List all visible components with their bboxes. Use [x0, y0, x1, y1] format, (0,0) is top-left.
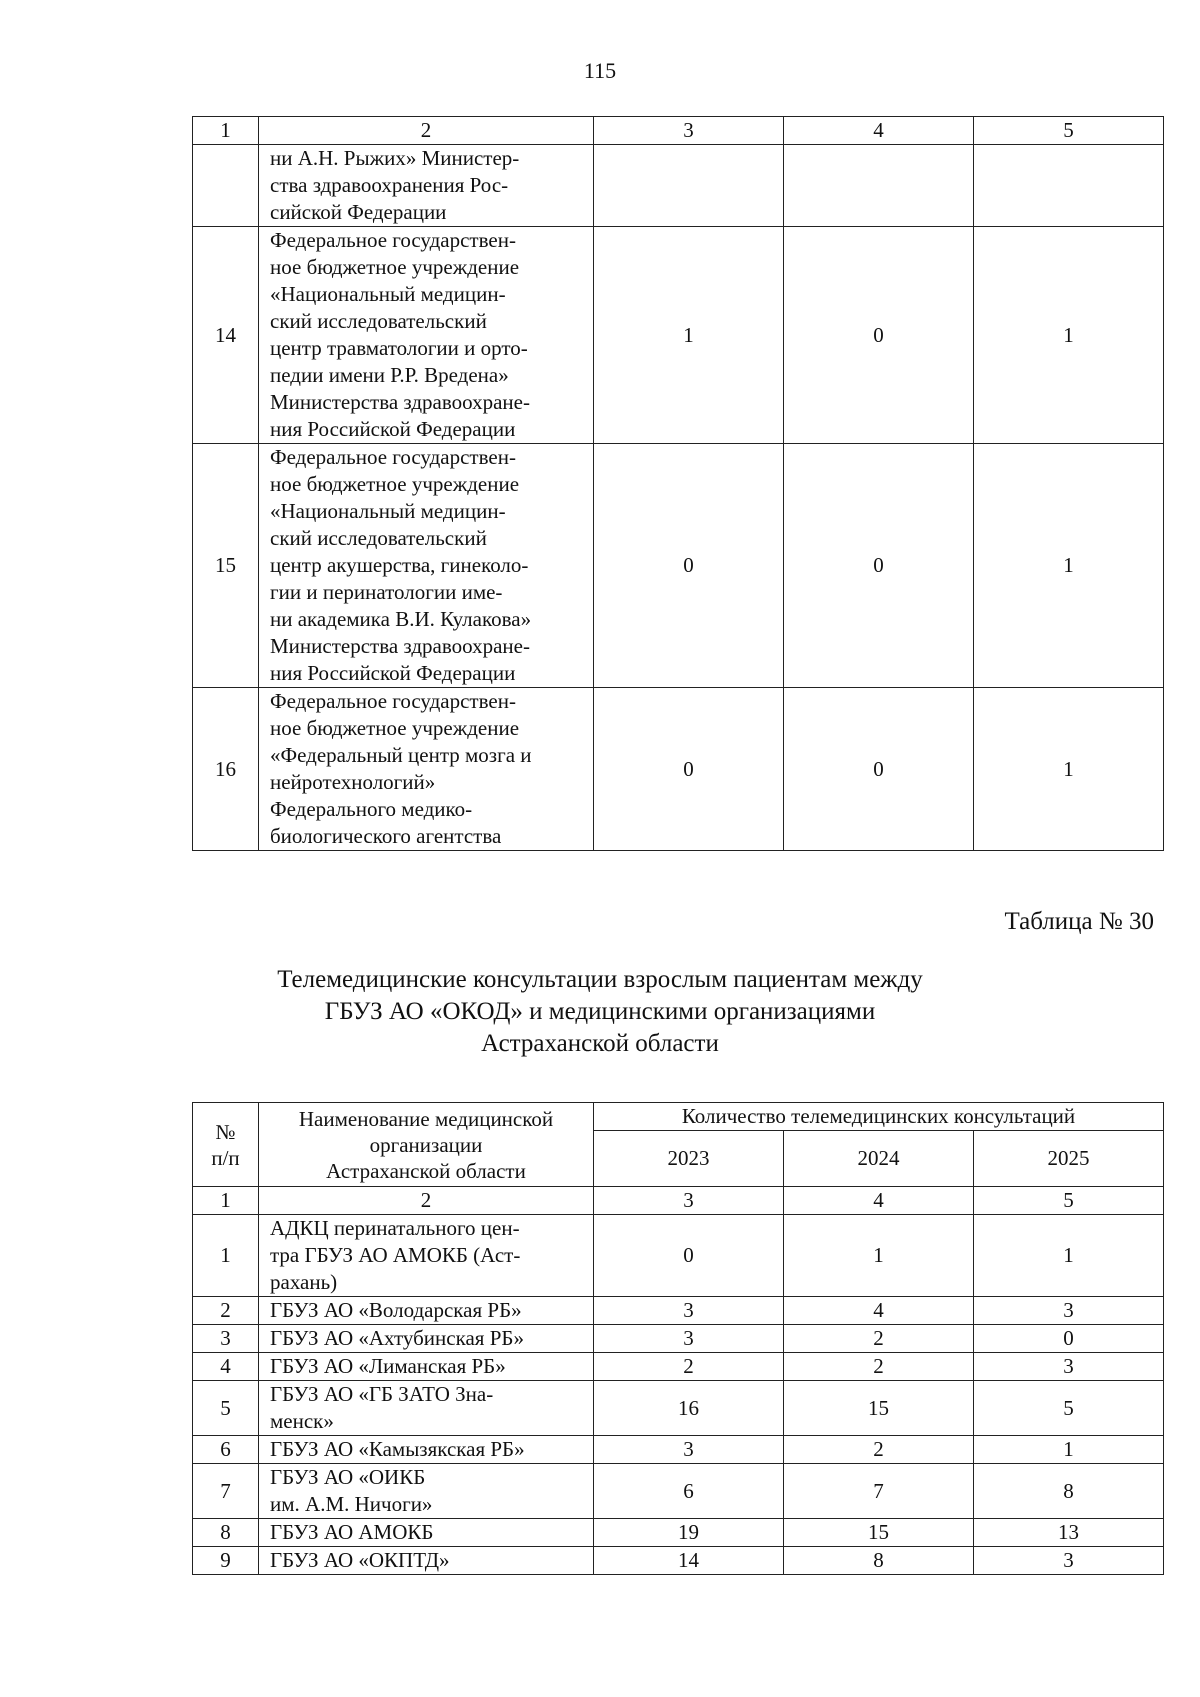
org-name-cell: [259, 1464, 594, 1519]
row-number-cell: 2: [193, 1297, 259, 1325]
header-org-line: организации: [369, 1132, 483, 1157]
org-name-line: Министерства здравоохране-: [270, 390, 530, 414]
row-number-cell: 15: [193, 444, 259, 688]
column-number-cell: 2: [259, 1187, 594, 1215]
org-name-line: менск»: [270, 1409, 334, 1433]
consultation-count-cell: 1: [974, 227, 1164, 444]
row-number-cell: 16: [193, 688, 259, 851]
row-number-cell: 5: [193, 1381, 259, 1436]
consultation-count-cell: 2: [784, 1353, 974, 1381]
org-name-line: ГБУЗ АО «Камызякская РБ»: [270, 1437, 525, 1461]
org-name-cell: [259, 145, 594, 227]
row-number-cell: 4: [193, 1353, 259, 1381]
consultation-count-cell: 1: [974, 1436, 1164, 1464]
org-name-line: Министерства здравоохране-: [270, 634, 530, 658]
consultation-count-cell: 19: [594, 1519, 784, 1547]
header-org-line: Наименование медицинской: [298, 1106, 554, 1131]
row-number-cell: 6: [193, 1436, 259, 1464]
org-name-line: Федеральное государствен-: [270, 445, 516, 469]
table-row: [193, 1353, 1164, 1381]
header-year: 2025: [974, 1131, 1164, 1187]
consultation-count-cell: 0: [974, 1325, 1164, 1353]
org-name-line: сийской Федерации: [270, 200, 447, 224]
org-name-line: ное бюджетное учреждение: [270, 472, 520, 496]
table-row: [193, 1215, 1164, 1297]
consultation-count-cell: [594, 145, 784, 227]
org-name-line: ное бюджетное учреждение: [270, 716, 520, 740]
org-name-cell: [259, 1381, 594, 1436]
org-name-cell: [259, 1353, 594, 1381]
column-number-cell: 4: [784, 1187, 974, 1215]
org-name-line: ни академика В.И. Кулакова»: [270, 607, 532, 631]
table-row: [193, 1464, 1164, 1519]
telemedicine-table: [192, 1102, 1164, 1575]
org-name-line: Федеральное государствен-: [270, 228, 516, 252]
consultation-count-cell: 2: [784, 1436, 974, 1464]
column-number-cell: 3: [594, 1187, 784, 1215]
org-name-line: ния Российской Федерации: [270, 661, 516, 685]
org-name-cell: [259, 1519, 594, 1547]
table-title-line: Астраханской области: [481, 1030, 719, 1057]
org-name-cell: [259, 227, 594, 444]
org-name-line: центр травматологии и орто-: [270, 336, 528, 360]
org-name-cell: [259, 444, 594, 688]
table-row: [193, 1547, 1164, 1575]
column-number-cell: 5: [974, 1187, 1164, 1215]
column-number-cell: 5: [974, 117, 1164, 145]
consultation-count-cell: 15: [784, 1519, 974, 1547]
consultation-count-cell: 8: [784, 1547, 974, 1575]
org-name-line: педии имени Р.Р. Вредена»: [270, 363, 509, 387]
org-name-line: «Национальный медицин-: [270, 499, 506, 523]
table-row: [193, 145, 1164, 227]
org-name-line: центр акушерства, гинеколо-: [270, 553, 529, 577]
org-name-cell: [259, 1297, 594, 1325]
header-num-line: п/п: [211, 1145, 240, 1170]
org-name-line: Федеральное государствен-: [270, 689, 516, 713]
table-row: [193, 1381, 1164, 1436]
consultation-count-cell: 2: [784, 1325, 974, 1353]
consultation-count-cell: 0: [594, 444, 784, 688]
row-number-cell: 1: [193, 1215, 259, 1297]
org-name-line: ГБУЗ АО «ОИКБ: [270, 1465, 426, 1489]
org-name-line: ния Российской Федерации: [270, 417, 516, 441]
table-row: [193, 227, 1164, 444]
consultation-count-cell: 0: [594, 1215, 784, 1297]
org-name-line: «Национальный медицин-: [270, 282, 506, 306]
consultation-count-cell: 5: [974, 1381, 1164, 1436]
org-name-line: ГБУЗ АО «Лиманская РБ»: [270, 1354, 506, 1378]
column-number-cell: 1: [193, 1187, 259, 1215]
org-name-cell: [259, 1547, 594, 1575]
org-name-line: биологического агентства: [270, 824, 502, 848]
header-num-line: №: [215, 1119, 236, 1144]
org-name-line: ский исследовательский: [270, 309, 487, 333]
table-row: [193, 1436, 1164, 1464]
table-row: [193, 1519, 1164, 1547]
consultation-count-cell: 3: [594, 1297, 784, 1325]
column-numbers-row: [193, 117, 1164, 145]
header-org-line: Астраханской области: [326, 1158, 526, 1183]
column-number-cell: 1: [193, 117, 259, 145]
consultation-count-cell: 0: [784, 444, 974, 688]
header-count: Количество телемедицинских консультаций: [594, 1103, 1164, 1131]
org-name-cell: [259, 1215, 594, 1297]
org-name-line: ГБУЗ АО АМОКБ: [270, 1520, 434, 1544]
org-name-cell: [259, 1325, 594, 1353]
consultation-count-cell: 0: [784, 688, 974, 851]
row-number-cell: 7: [193, 1464, 259, 1519]
consultation-count-cell: 4: [784, 1297, 974, 1325]
consultation-count-cell: 3: [594, 1325, 784, 1353]
consultation-count-cell: [974, 145, 1164, 227]
consultation-count-cell: 16: [594, 1381, 784, 1436]
row-number-cell: [193, 145, 259, 227]
header-num: [193, 1103, 259, 1187]
consultation-count-cell: 1: [974, 444, 1164, 688]
org-name-line: ГБУЗ АО «ГБ ЗАТО Зна-: [270, 1382, 494, 1406]
org-name-line: тра ГБУЗ АО АМОКБ (Аст-: [270, 1243, 521, 1267]
consultation-count-cell: 1: [974, 1215, 1164, 1297]
table-row: [193, 688, 1164, 851]
header-org-name: [259, 1103, 594, 1187]
continuation-table: [192, 116, 1164, 851]
header-year: 2024: [784, 1131, 974, 1187]
column-number-cell: 4: [784, 117, 974, 145]
consultation-count-cell: 3: [974, 1547, 1164, 1575]
column-number-cell: 2: [259, 117, 594, 145]
org-name-line: ства здравоохранения Рос-: [270, 173, 509, 197]
table-row: [193, 1325, 1164, 1353]
table-title: [0, 964, 1200, 1060]
consultation-count-cell: 3: [974, 1297, 1164, 1325]
table-row: [193, 444, 1164, 688]
consultation-count-cell: 0: [784, 227, 974, 444]
consultation-count-cell: 1: [974, 688, 1164, 851]
consultation-count-cell: [784, 145, 974, 227]
row-number-cell: 9: [193, 1547, 259, 1575]
org-name-line: ский исследовательский: [270, 526, 487, 550]
org-name-line: ни А.Н. Рыжих» Министер-: [270, 146, 520, 170]
org-name-line: нейротехнологий»: [270, 770, 436, 794]
org-name-line: «Федеральный центр мозга и: [270, 743, 532, 767]
consultation-count-cell: 3: [594, 1436, 784, 1464]
org-name-cell: [259, 1436, 594, 1464]
org-name-line: ГБУЗ АО «Володарская РБ»: [270, 1298, 522, 1322]
column-number-cell: 3: [594, 117, 784, 145]
table-title-line: Телемедицинские консультации взрослым пациентам между: [277, 966, 923, 993]
row-number-cell: 8: [193, 1519, 259, 1547]
consultation-count-cell: 1: [594, 227, 784, 444]
row-number-cell: 14: [193, 227, 259, 444]
table-row: [193, 1297, 1164, 1325]
org-name-line: АДКЦ перинатального цен-: [270, 1216, 520, 1240]
org-name-cell: [259, 688, 594, 851]
row-number-cell: 3: [193, 1325, 259, 1353]
org-name-line: рахань): [270, 1270, 338, 1294]
org-name-line: ГБУЗ АО «Ахтубинская РБ»: [270, 1326, 524, 1350]
consultation-count-cell: 14: [594, 1547, 784, 1575]
page-number: 115: [583, 58, 617, 83]
consultation-count-cell: 3: [974, 1353, 1164, 1381]
consultation-count-cell: 6: [594, 1464, 784, 1519]
table-title-line: ГБУЗ АО «ОКОД» и медицинскими организациями: [324, 998, 876, 1025]
header-year: 2023: [594, 1131, 784, 1187]
consultation-count-cell: 1: [784, 1215, 974, 1297]
consultation-count-cell: 15: [784, 1381, 974, 1436]
org-name-line: гии и перинатологии име-: [270, 580, 503, 604]
consultation-count-cell: 0: [594, 688, 784, 851]
consultation-count-cell: 8: [974, 1464, 1164, 1519]
org-name-line: Федерального медико-: [270, 797, 473, 821]
consultation-count-cell: 13: [974, 1519, 1164, 1547]
org-name-line: им. А.М. Ничоги»: [270, 1492, 433, 1516]
column-numbers-row: [193, 1187, 1164, 1215]
table-label: Таблица № 30: [1004, 908, 1154, 935]
consultation-count-cell: 7: [784, 1464, 974, 1519]
org-name-line: ГБУЗ АО «ОКПТД»: [270, 1548, 450, 1572]
org-name-line: ное бюджетное учреждение: [270, 255, 520, 279]
consultation-count-cell: 2: [594, 1353, 784, 1381]
